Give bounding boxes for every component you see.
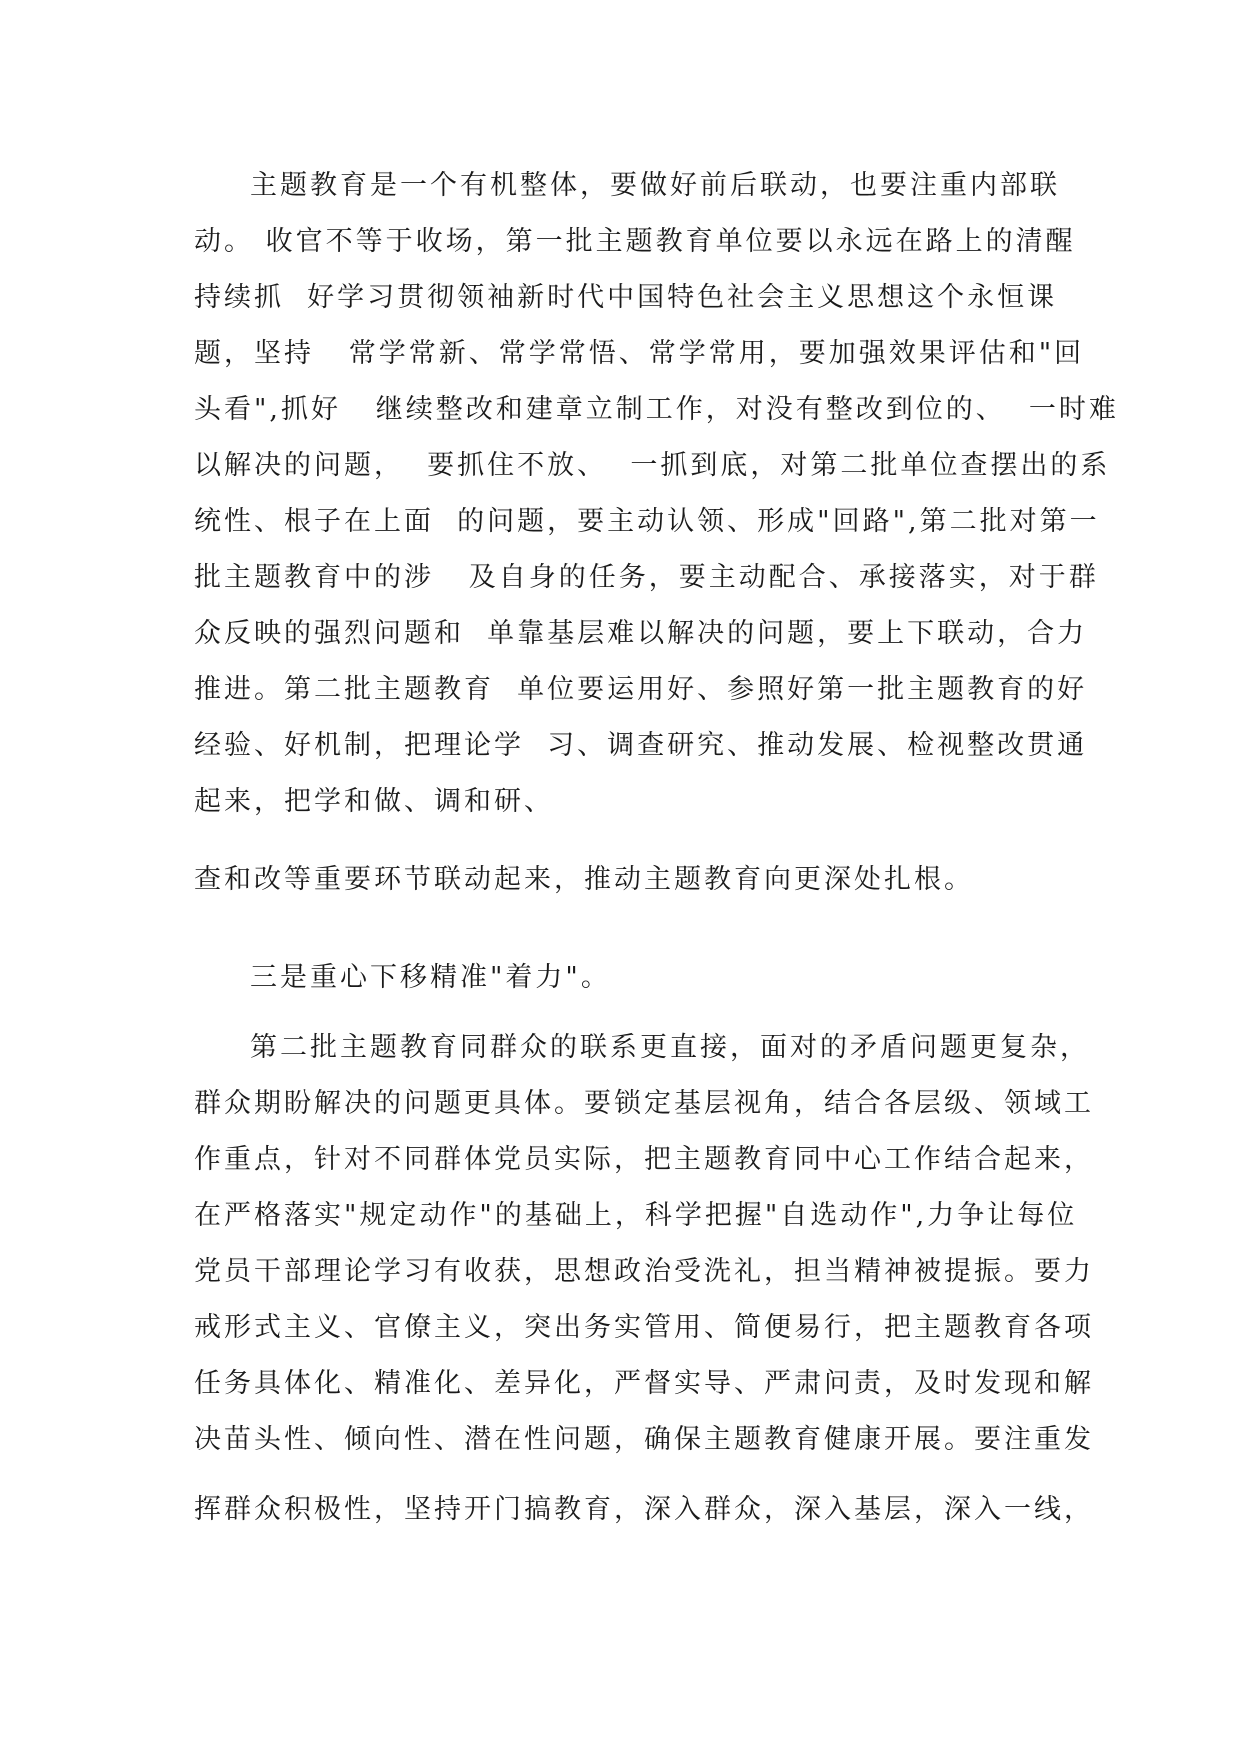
paragraph-line: 推进。第二批主题教育 单位要运用好、参照好第一批主题教育的好 <box>194 674 1088 705</box>
paragraph-line: 起来，把学和做、调和研、 <box>194 786 554 817</box>
paragraph-line: 查和改等重要环节联动起来，推动主题教育向更深处扎根。 <box>194 864 974 895</box>
paragraph-line: 戒形式主义、官僚主义，突出务实管用、简便易行，把主题教育各项 <box>194 1312 1094 1343</box>
paragraph-line: 第二批主题教育同群众的联系更直接，面对的矛盾问题更复杂， <box>250 1032 1090 1063</box>
paragraph-line: 党员干部理论学习有收获，思想政治受洗礼，担当精神被提振。要力 <box>194 1256 1094 1287</box>
paragraph-line: 以解决的问题， 要抓住不放、 一抓到底，对第二批单位查摆出的系 <box>194 450 1111 481</box>
paragraph-line: 挥群众积极性，坚持开门搞教育，深入群众，深入基层，深入一线， <box>194 1494 1094 1525</box>
paragraph-line: 持续抓 好学习贯彻领袖新时代中国特色社会主义思想这个永恒课 <box>194 282 1058 313</box>
paragraph-line: 众反映的强烈问题和 单靠基层难以解决的问题，要上下联动，合力 <box>194 618 1088 649</box>
paragraph-line: 经验、好机制，把理论学 习、调查研究、推动发展、检视整改贯通 <box>194 730 1088 761</box>
paragraph-line: 任务具体化、精准化、差异化，严督实导、严肃问责，及时发现和解 <box>194 1368 1094 1399</box>
paragraph-line: 题，坚持 常学常新、常学常悟、常学常用，要加强效果评估和"回 <box>194 338 1085 369</box>
paragraph-line: 作重点，针对不同群体党员实际，把主题教育同中心工作结合起来， <box>194 1144 1094 1175</box>
paragraph-line: 批主题教育中的涉 及自身的任务，要主动配合、承接落实，对于群 <box>194 562 1099 593</box>
paragraph-line: 动。 收官不等于收场，第一批主题教育单位要以永远在路上的清醒 <box>194 226 1076 257</box>
paragraph-line: 在严格落实"规定动作"的基础上，科学把握"自选动作",力争让每位 <box>194 1200 1078 1231</box>
section-heading: 三是重心下移精准"着力"。 <box>250 962 611 993</box>
paragraph-line: 主题教育是一个有机整体，要做好前后联动，也要注重内部联 <box>250 170 1060 201</box>
paragraph-line: 决苗头性、倾向性、潜在性问题，确保主题教育健康开展。要注重发 <box>194 1424 1094 1455</box>
paragraph-line: 头看",抓好 继续整改和建章立制工作，对没有整改到位的、 一时难 <box>194 394 1119 425</box>
paragraph-line: 群众期盼解决的问题更具体。要锁定基层视角，结合各层级、领域工 <box>194 1088 1094 1119</box>
paragraph-line: 统性、根子在上面 的问题，要主动认领、形成"回路",第二批对第一 <box>194 506 1100 537</box>
